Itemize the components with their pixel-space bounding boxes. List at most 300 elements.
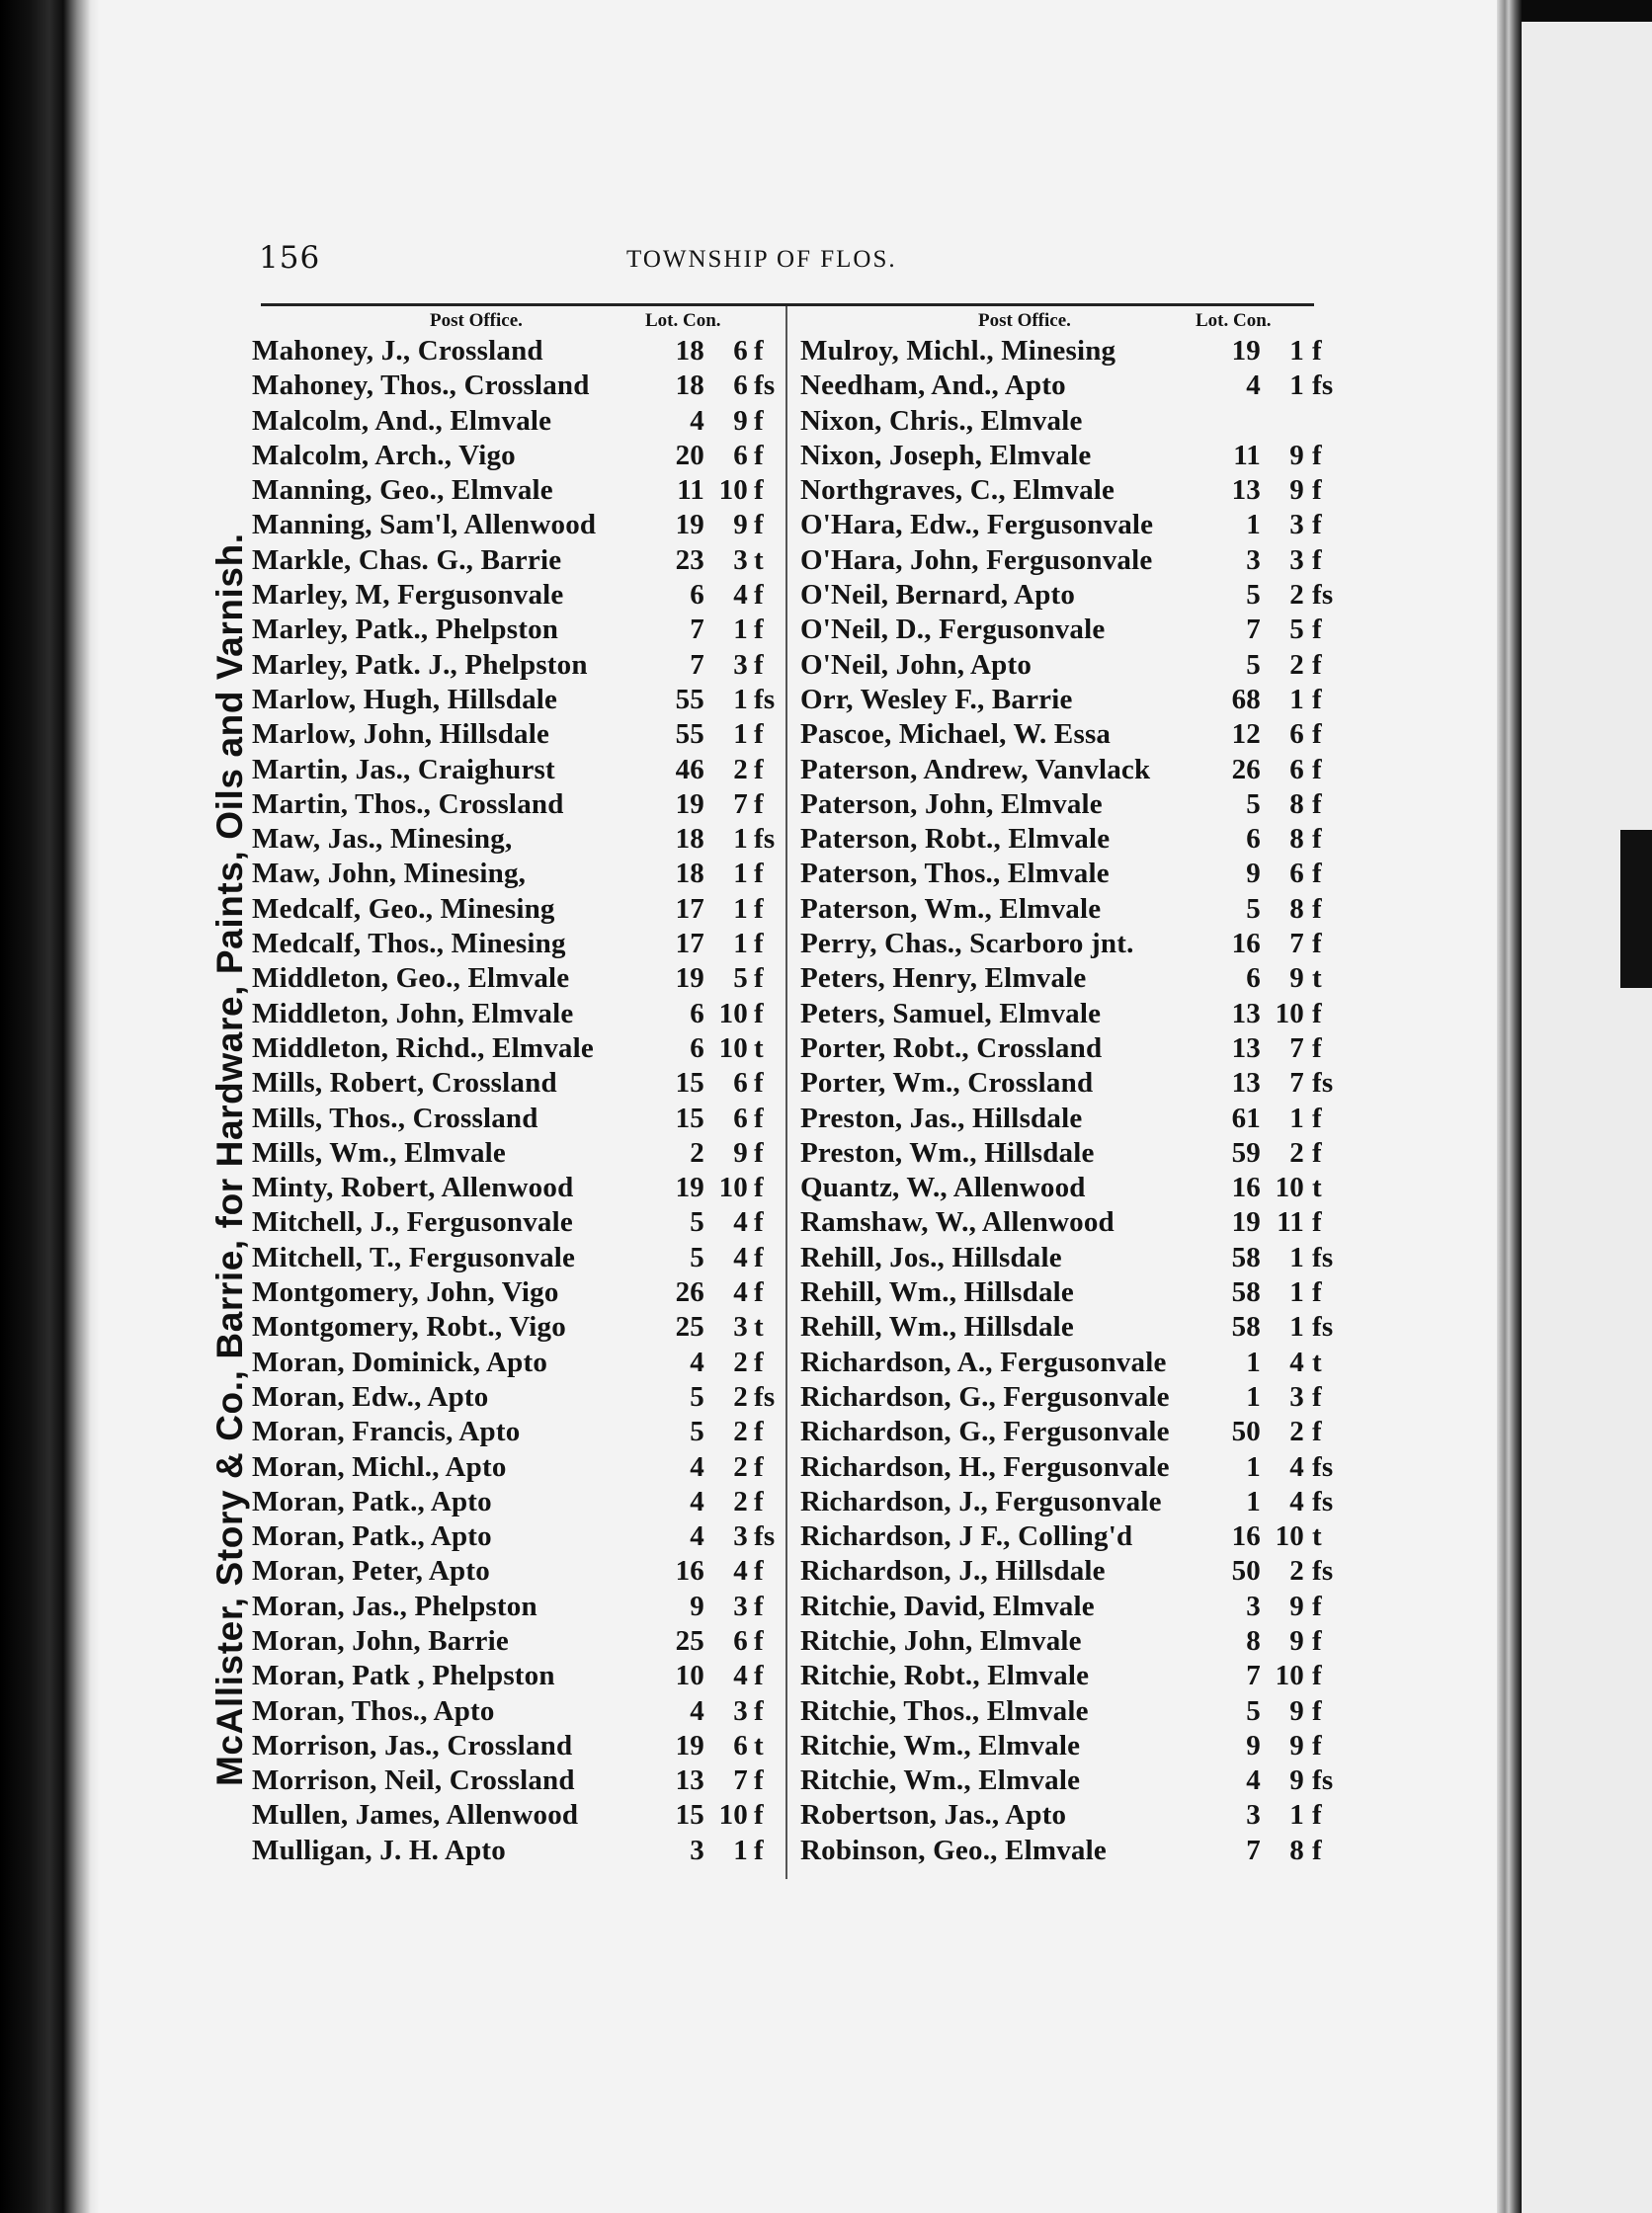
lot-number: 9 xyxy=(1246,1729,1261,1762)
resident-name: Medcalf, Thos., Minesing xyxy=(252,928,566,960)
list-item xyxy=(252,648,766,683)
tenure-code: f xyxy=(1312,614,1322,646)
list-item xyxy=(252,961,766,996)
concession-number: 7 xyxy=(1289,1067,1304,1100)
lot-number: 19 xyxy=(675,787,704,820)
lot-number: 4 xyxy=(690,1346,704,1378)
resident-name: Moran, Jas., Phelpston xyxy=(252,1590,537,1622)
list-item xyxy=(800,508,1322,542)
tenure-code: f xyxy=(1312,1102,1322,1134)
lot-number: 13 xyxy=(1231,1067,1261,1100)
list-item xyxy=(252,369,776,403)
concession-number: 8 xyxy=(1289,823,1304,856)
list-item xyxy=(252,508,766,542)
list-item xyxy=(800,473,1322,508)
concession-number: 1 xyxy=(733,823,748,856)
list-item xyxy=(800,1346,1322,1380)
list-item xyxy=(800,1310,1334,1345)
resident-name: Middleton, Richd., Elmvale xyxy=(252,1031,594,1064)
concession-number: 6 xyxy=(733,369,748,402)
concession-number: 3 xyxy=(733,648,748,681)
lot-number: 58 xyxy=(1231,1276,1261,1309)
resident-name: Mitchell, T., Fergusonvale xyxy=(252,1241,576,1273)
concession-number: 3 xyxy=(1289,543,1304,576)
list-item xyxy=(800,927,1322,961)
tenure-code: f xyxy=(754,404,764,437)
tenure-code: f xyxy=(754,1206,764,1239)
list-item xyxy=(800,857,1322,891)
list-item xyxy=(800,1485,1334,1519)
lot-number: 9 xyxy=(690,1590,704,1622)
concession-number: 1 xyxy=(733,1834,748,1866)
tenure-code: f xyxy=(1312,1206,1322,1239)
lot-number: 19 xyxy=(1231,1206,1261,1239)
lot-number: 3 xyxy=(1246,1590,1261,1622)
tenure-code: fs xyxy=(1312,1485,1334,1517)
resident-name: Martin, Thos., Crossland xyxy=(252,787,564,820)
list-item xyxy=(800,1205,1322,1240)
list-item xyxy=(800,787,1322,822)
tenure-code: f xyxy=(1312,543,1322,576)
tenure-code: f xyxy=(754,1660,764,1692)
lot-number: 58 xyxy=(1231,1311,1261,1344)
lot-number: 3 xyxy=(690,1834,704,1866)
tenure-code: f xyxy=(754,1136,764,1169)
concession-number: 3 xyxy=(733,1694,748,1727)
resident-name: Orr, Wesley F., Barrie xyxy=(800,683,1073,715)
lot-number: 26 xyxy=(1231,753,1261,785)
post-office-header: Post Office. xyxy=(978,310,1071,331)
concession-number: 9 xyxy=(1289,962,1304,995)
resident-name: Robertson, Jas., Apto xyxy=(800,1799,1067,1832)
resident-name: Ritchie, Thos., Elmvale xyxy=(800,1694,1089,1727)
tenure-code: t xyxy=(1312,962,1322,995)
lot-number: 5 xyxy=(690,1380,704,1413)
tenure-code: fs xyxy=(1312,1764,1334,1797)
concession-number: 10 xyxy=(718,1799,748,1832)
resident-name: Moran, Thos., Apto xyxy=(252,1694,495,1727)
lot-number: 5 xyxy=(1246,787,1261,820)
concession-number: 10 xyxy=(1275,997,1304,1029)
concession-number: 3 xyxy=(733,543,748,576)
resident-name: Medcalf, Geo., Minesing xyxy=(252,892,555,925)
lot-number: 19 xyxy=(675,962,704,995)
list-item xyxy=(252,1275,766,1310)
resident-name: Marley, Patk., Phelpston xyxy=(252,614,559,646)
resident-name: Paterson, Robt., Elmvale xyxy=(800,823,1111,856)
lot-number: 4 xyxy=(690,1694,704,1727)
tenure-code: f xyxy=(754,1276,764,1309)
resident-name: Needham, And., Apto xyxy=(800,369,1066,402)
tenure-code: f xyxy=(754,614,764,646)
concession-number: 1 xyxy=(733,892,748,925)
resident-name: Manning, Sam'l, Allenwood xyxy=(252,509,597,541)
resident-name: Mahoney, J., Crossland xyxy=(252,335,543,367)
list-item xyxy=(800,613,1322,647)
resident-name: Montgomery, Robt., Vigo xyxy=(252,1311,566,1344)
tenure-code: f xyxy=(754,962,764,995)
tenure-code: f xyxy=(754,1485,764,1517)
tenure-code: f xyxy=(1312,823,1322,856)
list-item xyxy=(252,1485,766,1519)
lot-number: 19 xyxy=(1231,335,1261,367)
resident-name: Moran, Edw., Apto xyxy=(252,1380,489,1413)
list-item xyxy=(252,1346,766,1380)
resident-name: Marlow, Hugh, Hillsdale xyxy=(252,683,558,715)
lot-con-header: Lot. Con. xyxy=(645,310,721,331)
concession-number: 6 xyxy=(733,439,748,471)
concession-number: 4 xyxy=(1289,1450,1304,1483)
facing-page-edge xyxy=(1522,22,1652,2213)
resident-name: Ramshaw, W., Allenwood xyxy=(800,1206,1115,1239)
resident-name: Rehill, Jos., Hillsdale xyxy=(800,1241,1062,1273)
concession-number: 1 xyxy=(733,718,748,751)
lot-number: 15 xyxy=(675,1067,704,1100)
tenure-code: f xyxy=(754,1102,764,1134)
resident-name: Richardson, J F., Colling'd xyxy=(800,1520,1133,1553)
resident-name: Paterson, Wm., Elmvale xyxy=(800,892,1102,925)
list-item xyxy=(800,1834,1322,1868)
lot-number: 8 xyxy=(1246,1624,1261,1657)
list-item xyxy=(252,1066,766,1101)
concession-number: 5 xyxy=(733,962,748,995)
lot-number: 4 xyxy=(1246,369,1261,402)
tenure-code: t xyxy=(754,543,764,576)
lot-number: 17 xyxy=(675,892,704,925)
resident-name: O'Hara, John, Fergusonvale xyxy=(800,543,1153,576)
resident-name: Malcolm, And., Elmvale xyxy=(252,404,552,437)
right-column-header xyxy=(800,304,1322,334)
list-item xyxy=(252,1450,766,1485)
lot-number: 5 xyxy=(690,1416,704,1448)
lot-number: 6 xyxy=(690,579,704,612)
resident-name: Preston, Jas., Hillsdale xyxy=(800,1102,1083,1134)
lot-number: 55 xyxy=(675,718,704,751)
tenure-code: fs xyxy=(1312,1555,1334,1588)
list-item xyxy=(800,1450,1334,1485)
list-item xyxy=(252,1102,766,1136)
lot-number: 6 xyxy=(690,1031,704,1064)
lot-number: 16 xyxy=(1231,1172,1261,1204)
concession-number: 6 xyxy=(733,1102,748,1134)
tenure-code: f xyxy=(1312,1624,1322,1657)
tenure-code: f xyxy=(1312,1694,1322,1727)
tenure-code: f xyxy=(754,1694,764,1727)
lot-number: 50 xyxy=(1231,1416,1261,1448)
lot-number: 19 xyxy=(675,509,704,541)
list-item xyxy=(800,753,1322,787)
resident-name: Robinson, Geo., Elmvale xyxy=(800,1834,1107,1866)
lot-number: 59 xyxy=(1231,1136,1261,1169)
concession-number: 2 xyxy=(733,1450,748,1483)
tenure-code: fs xyxy=(754,1380,776,1413)
resident-name: Ritchie, Wm., Elmvale xyxy=(800,1764,1081,1797)
resident-name: O'Neil, John, Apto xyxy=(800,648,1032,681)
concession-number: 11 xyxy=(1277,1206,1304,1239)
list-item xyxy=(252,822,776,857)
resident-name: Mills, Robert, Crossland xyxy=(252,1067,557,1100)
page-title: TOWNSHIP OF FLOS. xyxy=(626,246,897,273)
concession-number: 9 xyxy=(1289,1729,1304,1762)
lot-number: 11 xyxy=(677,474,704,507)
concession-number: 4 xyxy=(733,1206,748,1239)
lot-number: 5 xyxy=(690,1206,704,1239)
concession-number: 4 xyxy=(1289,1485,1304,1517)
lot-number: 15 xyxy=(675,1102,704,1134)
list-item xyxy=(800,369,1334,403)
resident-name: Richardson, A., Fergusonvale xyxy=(800,1346,1167,1378)
resident-name: Minty, Robert, Allenwood xyxy=(252,1172,574,1204)
resident-name: Manning, Geo., Elmvale xyxy=(252,474,553,507)
concession-number: 10 xyxy=(718,474,748,507)
lot-number: 5 xyxy=(1246,648,1261,681)
list-item xyxy=(252,1136,766,1171)
tenure-code: f xyxy=(1312,439,1322,471)
concession-number: 1 xyxy=(733,858,748,890)
concession-number: 3 xyxy=(733,1590,748,1622)
concession-number: 7 xyxy=(733,1764,748,1797)
lot-number: 11 xyxy=(1233,439,1261,471)
lot-number: 3 xyxy=(1246,543,1261,576)
resident-name: O'Neil, D., Fergusonvale xyxy=(800,614,1106,646)
resident-name: Rehill, Wm., Hillsdale xyxy=(800,1276,1074,1309)
resident-name: Richardson, J., Fergusonvale xyxy=(800,1485,1162,1517)
tenure-code: f xyxy=(1312,753,1322,785)
tenure-code: f xyxy=(754,1450,764,1483)
resident-name: Paterson, Thos., Elmvale xyxy=(800,858,1110,890)
resident-name: Paterson, Andrew, Vanvlack xyxy=(800,753,1151,785)
resident-name: Moran, Patk , Phelpston xyxy=(252,1660,555,1692)
list-item xyxy=(252,857,766,891)
lot-number: 7 xyxy=(690,614,704,646)
lot-number: 13 xyxy=(675,1764,704,1797)
resident-name: Morrison, Jas., Crossland xyxy=(252,1729,573,1762)
list-item xyxy=(252,543,766,578)
list-item xyxy=(252,1729,766,1763)
concession-number: 1 xyxy=(1289,1241,1304,1273)
concession-number: 9 xyxy=(1289,1694,1304,1727)
concession-number: 2 xyxy=(733,1485,748,1517)
tenure-code: f xyxy=(1312,335,1322,367)
list-item xyxy=(800,1763,1334,1798)
tenure-code: f xyxy=(1312,648,1322,681)
concession-number: 1 xyxy=(733,928,748,960)
tenure-code: f xyxy=(754,335,764,367)
resident-name: Middleton, Geo., Elmvale xyxy=(252,962,570,995)
list-item xyxy=(252,1415,766,1449)
resident-name: Richardson, J., Hillsdale xyxy=(800,1555,1106,1588)
page-number: 156 xyxy=(259,240,321,276)
concession-number: 4 xyxy=(733,579,748,612)
lot-number: 13 xyxy=(1231,1031,1261,1064)
lot-number: 12 xyxy=(1231,718,1261,751)
list-item xyxy=(800,404,1322,439)
tenure-code: f xyxy=(1312,509,1322,541)
tenure-code: f xyxy=(1312,1276,1322,1309)
lot-number: 4 xyxy=(690,1485,704,1517)
lot-number: 4 xyxy=(1246,1764,1261,1797)
concession-number: 2 xyxy=(1289,648,1304,681)
lot-number: 68 xyxy=(1231,683,1261,715)
concession-number: 4 xyxy=(733,1555,748,1588)
lot-number: 9 xyxy=(1246,858,1261,890)
tenure-code: fs xyxy=(1312,1241,1334,1273)
resident-name: Richardson, G., Fergusonvale xyxy=(800,1380,1170,1413)
right-column xyxy=(800,304,1334,1868)
tenure-code: fs xyxy=(754,823,776,856)
concession-number: 1 xyxy=(733,683,748,715)
list-item xyxy=(252,787,766,822)
concession-number: 2 xyxy=(1289,1416,1304,1448)
concession-number: 3 xyxy=(733,1311,748,1344)
resident-name: Richardson, G., Fergusonvale xyxy=(800,1416,1170,1448)
lot-number: 18 xyxy=(675,369,704,402)
tenure-code: f xyxy=(1312,928,1322,960)
concession-number: 3 xyxy=(1289,1380,1304,1413)
tenure-code: fs xyxy=(1312,1450,1334,1483)
tenure-code: f xyxy=(754,579,764,612)
concession-number: 10 xyxy=(718,1031,748,1064)
list-item xyxy=(252,683,776,717)
list-item xyxy=(800,1415,1322,1449)
resident-name: Marlow, John, Hillsdale xyxy=(252,718,550,751)
lot-number: 55 xyxy=(675,683,704,715)
column-divider xyxy=(785,306,787,1879)
tenure-code: fs xyxy=(1312,579,1334,612)
resident-name: Moran, Patk., Apto xyxy=(252,1520,492,1553)
tenure-code: f xyxy=(754,474,764,507)
resident-name: Malcolm, Arch., Vigo xyxy=(252,439,516,471)
resident-name: Ritchie, Robt., Elmvale xyxy=(800,1660,1090,1692)
post-office-header: Post Office. xyxy=(430,310,523,331)
tenure-code: f xyxy=(1312,1416,1322,1448)
book-spine-shadow xyxy=(0,0,99,2213)
lot-number: 4 xyxy=(690,1450,704,1483)
resident-name: Moran, Francis, Apto xyxy=(252,1416,521,1448)
list-item xyxy=(800,1241,1334,1275)
lot-number: 7 xyxy=(1246,614,1261,646)
list-item xyxy=(800,1554,1334,1589)
tenure-code: f xyxy=(754,753,764,785)
tenure-code: fs xyxy=(1312,1311,1334,1344)
tenure-code: f xyxy=(754,1764,764,1797)
lot-con-header: Lot. Con. xyxy=(1196,310,1272,331)
lot-number: 1 xyxy=(1246,509,1261,541)
list-item xyxy=(252,578,766,613)
resident-name: Porter, Wm., Crossland xyxy=(800,1067,1094,1100)
resident-name: Marley, M, Fergusonvale xyxy=(252,579,564,612)
list-item xyxy=(252,334,766,369)
tenure-code: f xyxy=(754,1555,764,1588)
resident-name: Mitchell, J., Fergusonvale xyxy=(252,1206,573,1239)
lot-number: 13 xyxy=(1231,474,1261,507)
tenure-code: f xyxy=(754,1067,764,1100)
list-item xyxy=(800,648,1322,683)
resident-name: Richardson, H., Fergusonvale xyxy=(800,1450,1170,1483)
concession-number: 9 xyxy=(1289,474,1304,507)
resident-name: Perry, Chas., Scarboro jnt. xyxy=(800,928,1134,960)
list-item xyxy=(800,578,1334,613)
list-item xyxy=(252,1834,766,1868)
resident-name: Markle, Chas. G., Barrie xyxy=(252,543,562,576)
list-item xyxy=(800,683,1322,717)
lot-number: 5 xyxy=(1246,579,1261,612)
concession-number: 6 xyxy=(733,1729,748,1762)
concession-number: 6 xyxy=(733,335,748,367)
lot-number: 23 xyxy=(675,543,704,576)
list-item xyxy=(252,1171,766,1205)
page-header xyxy=(259,240,1309,282)
list-item xyxy=(252,1205,766,1240)
concession-number: 9 xyxy=(733,404,748,437)
concession-number: 6 xyxy=(1289,718,1304,751)
list-item xyxy=(800,1798,1322,1833)
list-item xyxy=(800,334,1322,369)
concession-number: 9 xyxy=(733,509,748,541)
lot-number: 7 xyxy=(1246,1834,1261,1866)
resident-name: Montgomery, John, Vigo xyxy=(252,1276,559,1309)
tenure-code: f xyxy=(754,1241,764,1273)
lot-number: 17 xyxy=(675,928,704,960)
list-item xyxy=(252,717,766,752)
lot-number: 7 xyxy=(690,648,704,681)
tenure-code: f xyxy=(1312,858,1322,890)
tenure-code: f xyxy=(754,787,764,820)
tenure-code: t xyxy=(1312,1172,1322,1204)
left-entry-list xyxy=(252,334,776,1868)
resident-name: Porter, Robt., Crossland xyxy=(800,1031,1103,1064)
list-item xyxy=(252,473,766,508)
tenure-code: f xyxy=(754,892,764,925)
lot-number: 1 xyxy=(1246,1450,1261,1483)
list-item xyxy=(252,1624,766,1659)
tenure-code: fs xyxy=(754,1520,776,1553)
concession-number: 2 xyxy=(733,753,748,785)
concession-number: 6 xyxy=(733,1624,748,1657)
resident-name: Mullen, James, Allenwood xyxy=(252,1799,579,1832)
resident-name: Mulligan, J. H. Apto xyxy=(252,1834,506,1866)
tenure-code: f xyxy=(754,439,764,471)
concession-number: 7 xyxy=(733,787,748,820)
list-item xyxy=(800,1590,1322,1624)
concession-number: 1 xyxy=(1289,335,1304,367)
list-item xyxy=(252,927,766,961)
concession-number: 9 xyxy=(733,1136,748,1169)
list-item xyxy=(800,1275,1322,1310)
concession-number: 1 xyxy=(1289,1311,1304,1344)
resident-name: Ritchie, John, Elmvale xyxy=(800,1624,1082,1657)
list-item xyxy=(800,1031,1322,1066)
tenure-code: f xyxy=(1312,1590,1322,1622)
lot-number: 6 xyxy=(1246,962,1261,995)
list-item xyxy=(800,961,1322,996)
list-item xyxy=(800,439,1322,473)
concession-number: 2 xyxy=(1289,579,1304,612)
concession-number: 7 xyxy=(1289,1031,1304,1064)
concession-number: 10 xyxy=(718,997,748,1029)
concession-number: 4 xyxy=(1289,1346,1304,1378)
lot-number: 6 xyxy=(1246,823,1261,856)
tenure-code: f xyxy=(1312,1660,1322,1692)
lot-number: 1 xyxy=(1246,1485,1261,1517)
resident-name: Moran, Peter, Apto xyxy=(252,1555,490,1588)
list-item xyxy=(252,1310,766,1345)
list-item xyxy=(252,1763,766,1798)
page-edge-shadow xyxy=(1497,0,1522,2213)
tenure-code: f xyxy=(754,718,764,751)
tenure-code: f xyxy=(1312,1729,1322,1762)
tenure-code: f xyxy=(754,1834,764,1866)
